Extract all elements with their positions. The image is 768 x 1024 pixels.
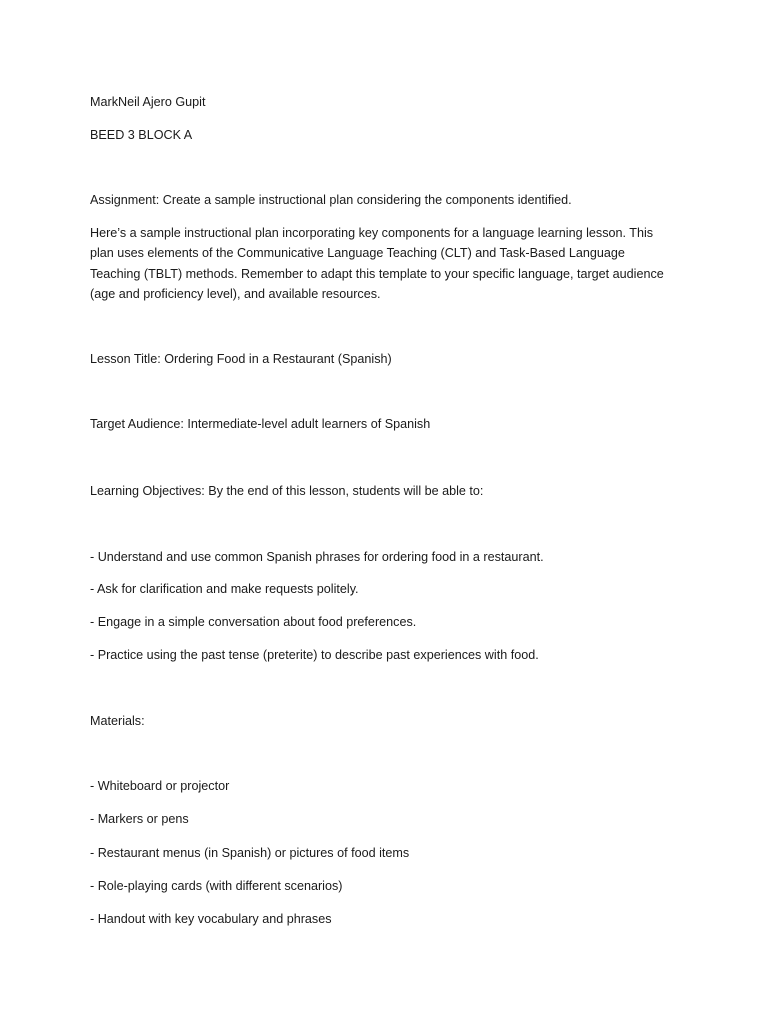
intro-paragraph: Here’s a sample instructional plan incorporating key components for a language learning lesson. This plan uses elements of the Communicative Language Teaching (CLT) and Task-Based Language Teaching (TBLT) methods. Remember to adapt this template to your specific language, target audience (age and proficiency level), and available resources. (90, 226, 664, 301)
material-item: - Restaurant menus (in Spanish) or pictures of food items (90, 846, 410, 860)
material-item: - Markers or pens (90, 812, 189, 826)
objective-item: - Engage in a simple conversation about food preferences. (90, 615, 417, 629)
lesson-title: Lesson Title: Ordering Food in a Restaurant (Spanish) (90, 352, 392, 366)
material-item: - Whiteboard or projector (90, 779, 230, 793)
target-audience: Target Audience: Intermediate-level adult learners of Spanish (90, 417, 431, 431)
material-item: - Handout with key vocabulary and phrases (90, 912, 332, 926)
author-name: MarkNeil Ajero Gupit (90, 95, 206, 109)
objectives-heading: Learning Objectives: By the end of this lesson, students will be able to: (90, 484, 484, 498)
material-item: - Role-playing cards (with different scenarios) (90, 879, 343, 893)
course-block: BEED 3 BLOCK A (90, 128, 193, 142)
objective-item: - Ask for clarification and make requests politely. (90, 582, 359, 596)
objective-item: - Practice using the past tense (preterite) to describe past experiences with food. (90, 648, 539, 662)
materials-heading: Materials: (90, 714, 145, 728)
assignment-statement: Assignment: Create a sample instructional plan considering the components identified. (90, 193, 572, 207)
objective-item: - Understand and use common Spanish phrases for ordering food in a restaurant. (90, 550, 544, 564)
